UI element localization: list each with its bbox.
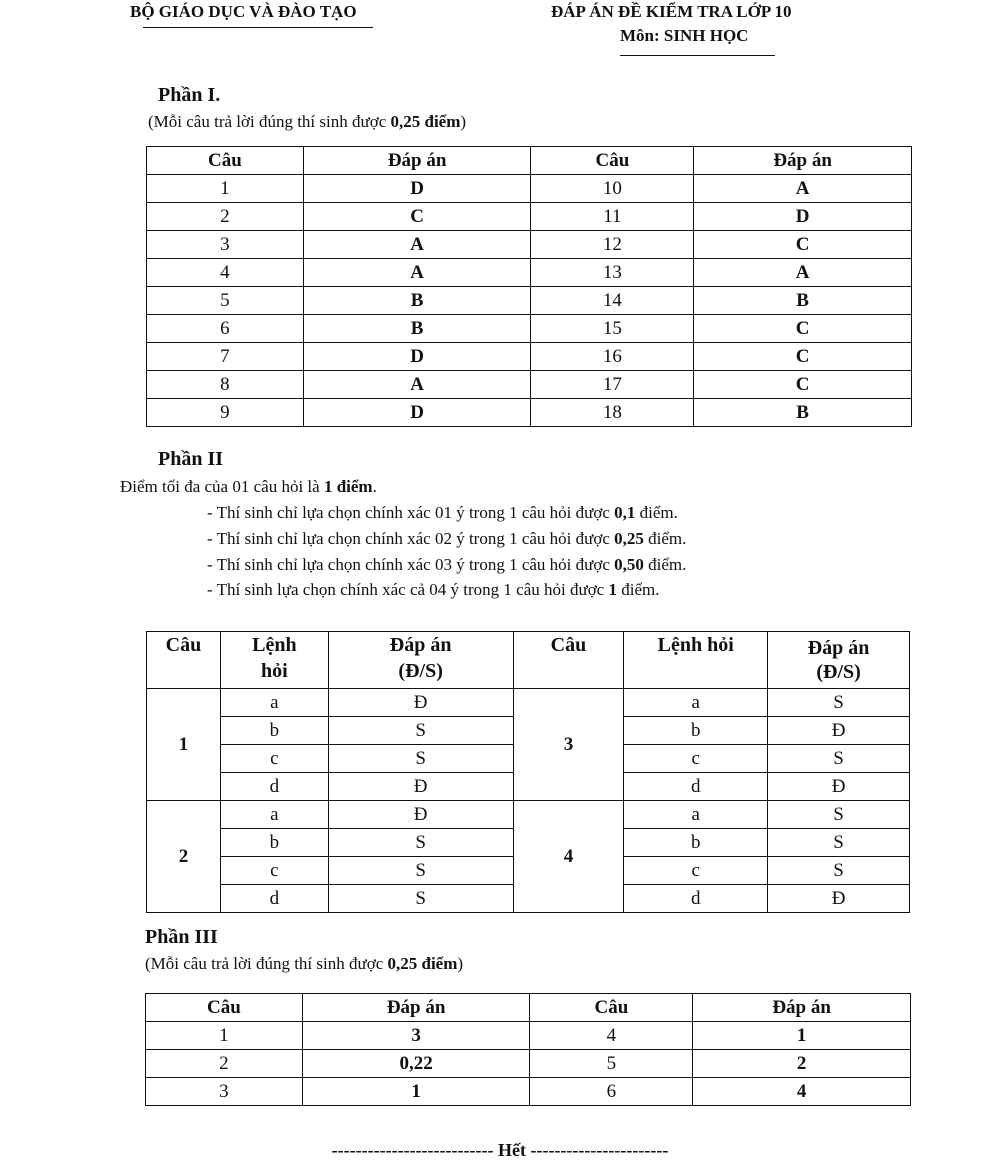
question-number: 6 — [530, 1078, 693, 1106]
col-header-answer: Đáp án — [303, 147, 531, 175]
answer-cell: C — [694, 315, 912, 343]
question-number: 4 — [147, 259, 304, 287]
part1-note-post: ) — [460, 112, 467, 131]
col-header-question: Câu — [530, 994, 693, 1022]
header-line: Lệnh — [252, 634, 297, 656]
true-false-answer: Đ — [768, 717, 910, 745]
answer-cell: 4 — [693, 1078, 911, 1106]
part3-note-pre: (Mỗi câu trả lời đúng thí sinh được — [145, 954, 388, 973]
true-false-answer: Đ — [328, 801, 513, 829]
part2-intro-pre: Điểm tối đa của 01 câu hỏi là — [120, 477, 324, 496]
scoring-rule — [207, 503, 678, 523]
end-marker — [0, 1140, 1000, 1161]
answer-cell: B — [303, 315, 531, 343]
statement-letter: c — [624, 745, 768, 773]
rule-points: 0,50 — [614, 555, 644, 574]
answer-cell: B — [303, 287, 531, 315]
end-dashes-right: ----------------------- — [530, 1140, 669, 1160]
question-number: 1 — [146, 1022, 303, 1050]
question-number: 12 — [531, 231, 694, 259]
answer-cell: D — [694, 203, 912, 231]
col-header-question: Câu — [147, 632, 221, 689]
question-number: 3 — [513, 689, 624, 801]
ministry-underline — [143, 27, 373, 28]
part1-answer-table — [146, 146, 912, 427]
scoring-rule — [207, 580, 659, 600]
rule-text: - Thí sinh chỉ lựa chọn chính xác 02 ý trong 1 câu hỏi được — [207, 529, 615, 548]
rule-unit: điểm. — [635, 503, 678, 522]
table-row — [147, 203, 912, 231]
true-false-answer: Đ — [768, 773, 910, 801]
statement-letter: d — [624, 773, 768, 801]
question-number: 2 — [147, 801, 221, 913]
answer-cell: 3 — [302, 1022, 530, 1050]
statement-letter: b — [624, 829, 768, 857]
answer-cell: A — [303, 371, 531, 399]
true-false-answer: S — [768, 689, 910, 717]
col-header-answer — [768, 632, 910, 689]
scoring-rule — [207, 555, 686, 575]
col-header-answer — [328, 632, 513, 689]
scoring-rule — [207, 529, 686, 549]
question-number: 1 — [147, 175, 304, 203]
question-number: 5 — [147, 287, 304, 315]
answer-cell: D — [303, 343, 531, 371]
part2-intro-bold: 1 điểm — [323, 477, 373, 496]
answer-cell: C — [303, 203, 531, 231]
part2-intro-post: . — [372, 477, 377, 496]
rule-text: - Thí sinh chỉ lựa chọn chính xác 01 ý trong 1 câu hỏi được — [207, 503, 615, 522]
col-header-question: Câu — [531, 147, 694, 175]
question-number: 15 — [531, 315, 694, 343]
answer-cell: 1 — [302, 1078, 530, 1106]
statement-letter: c — [220, 745, 328, 773]
part2-intro — [120, 477, 377, 497]
table-header-row — [147, 632, 910, 689]
answer-cell: A — [303, 259, 531, 287]
true-false-answer: S — [328, 717, 513, 745]
question-number: 2 — [147, 203, 304, 231]
part3-note — [145, 954, 463, 974]
question-number: 5 — [530, 1050, 693, 1078]
statement-letter: a — [624, 801, 768, 829]
question-number: 7 — [147, 343, 304, 371]
answer-cell: B — [694, 399, 912, 427]
table-row — [147, 801, 910, 829]
table-row — [147, 175, 912, 203]
part3-note-post: ) — [457, 954, 464, 973]
part2-answer-table — [146, 631, 910, 913]
part3-title: Phần III — [145, 926, 218, 948]
document-title: ĐÁP ÁN ĐỀ KIỂM TRA LỚP 10 — [551, 2, 792, 21]
table-row — [146, 1078, 911, 1106]
true-false-answer: S — [768, 745, 910, 773]
part3-answer-table — [145, 993, 911, 1106]
part1-note-bold: 0,25 điểm — [390, 112, 461, 131]
part1-note-pre: (Mỗi câu trả lời đúng thí sinh được — [148, 112, 391, 131]
statement-letter: c — [220, 857, 328, 885]
statement-letter: d — [220, 773, 328, 801]
rule-unit: điểm. — [616, 580, 660, 599]
answer-cell: D — [303, 399, 531, 427]
answer-cell: A — [303, 231, 531, 259]
part3-note-bold: 0,25 điểm — [387, 954, 458, 973]
question-number: 9 — [147, 399, 304, 427]
answer-cell: 2 — [693, 1050, 911, 1078]
col-header-statement: Lệnh hỏi — [624, 632, 768, 689]
header-line: (Đ/S) — [398, 660, 443, 682]
table-row — [147, 259, 912, 287]
true-false-answer: S — [768, 801, 910, 829]
true-false-answer: S — [328, 745, 513, 773]
question-number: 17 — [531, 371, 694, 399]
answer-cell: A — [694, 259, 912, 287]
true-false-answer: Đ — [328, 773, 513, 801]
subject-underline — [620, 55, 775, 56]
table-row — [147, 689, 910, 717]
statement-letter: a — [220, 801, 328, 829]
answer-cell: C — [694, 231, 912, 259]
col-header-answer: Đáp án — [302, 994, 530, 1022]
statement-letter: d — [624, 885, 768, 913]
statement-letter: b — [220, 829, 328, 857]
question-number: 10 — [531, 175, 694, 203]
ministry-name: BỘ GIÁO DỤC VÀ ĐÀO TẠO — [130, 2, 357, 21]
rule-text: - Thí sinh lựa chọn chính xác cả 04 ý trong 1 câu hỏi được — [207, 580, 609, 599]
question-number: 13 — [531, 259, 694, 287]
table-header-row — [147, 147, 912, 175]
question-number: 3 — [147, 231, 304, 259]
true-false-answer: S — [328, 885, 513, 913]
table-row — [147, 371, 912, 399]
header-line: Đáp án — [807, 637, 870, 659]
rule-points: 0,1 — [614, 503, 636, 522]
statement-letter: a — [624, 689, 768, 717]
statement-letter: b — [624, 717, 768, 745]
col-header-statement — [220, 632, 328, 689]
rule-unit: điểm. — [643, 529, 687, 548]
true-false-answer: Đ — [328, 689, 513, 717]
answer-cell: 1 — [693, 1022, 911, 1050]
col-header-question: Câu — [146, 994, 303, 1022]
end-dashes-left: --------------------------- — [331, 1140, 494, 1160]
table-header-row — [146, 994, 911, 1022]
question-number: 18 — [531, 399, 694, 427]
answer-cell: C — [694, 371, 912, 399]
true-false-answer: S — [768, 857, 910, 885]
statement-letter: b — [220, 717, 328, 745]
col-header-question: Câu — [513, 632, 624, 689]
question-number: 14 — [531, 287, 694, 315]
rule-text: - Thí sinh chỉ lựa chọn chính xác 03 ý trong 1 câu hỏi được — [207, 555, 615, 574]
table-row — [146, 1050, 911, 1078]
question-number: 2 — [146, 1050, 303, 1078]
answer-cell: C — [694, 343, 912, 371]
table-row — [147, 231, 912, 259]
part2-title: Phần II — [158, 448, 224, 470]
part1-note — [148, 112, 466, 132]
table-row — [146, 1022, 911, 1050]
part1-title: Phần I. — [158, 84, 221, 106]
answer-cell: D — [303, 175, 531, 203]
question-number: 3 — [146, 1078, 303, 1106]
question-number: 16 — [531, 343, 694, 371]
true-false-answer: S — [768, 829, 910, 857]
question-number: 4 — [513, 801, 624, 913]
question-number: 4 — [530, 1022, 693, 1050]
statement-letter: c — [624, 857, 768, 885]
end-text: Hết — [497, 1140, 526, 1160]
answer-cell: 0,22 — [302, 1050, 530, 1078]
header-line: hỏi — [261, 660, 288, 682]
question-number: 11 — [531, 203, 694, 231]
answer-cell: B — [694, 287, 912, 315]
header-line: (Đ/S) — [816, 661, 861, 683]
question-number: 6 — [147, 315, 304, 343]
table-row — [147, 399, 912, 427]
col-header-question: Câu — [147, 147, 304, 175]
col-header-answer: Đáp án — [693, 994, 911, 1022]
statement-letter: a — [220, 689, 328, 717]
true-false-answer: Đ — [768, 885, 910, 913]
table-row — [147, 287, 912, 315]
true-false-answer: S — [328, 829, 513, 857]
rule-unit: điểm. — [643, 555, 687, 574]
table-row — [147, 315, 912, 343]
col-header-answer: Đáp án — [694, 147, 912, 175]
question-number: 8 — [147, 371, 304, 399]
rule-points: 1 — [608, 580, 617, 599]
statement-letter: d — [220, 885, 328, 913]
table-row — [147, 343, 912, 371]
subject-label: Môn: SINH HỌC — [620, 26, 749, 45]
true-false-answer: S — [328, 857, 513, 885]
question-number: 1 — [147, 689, 221, 801]
rule-points: 0,25 — [614, 529, 644, 548]
header-line: Đáp án — [389, 634, 452, 656]
answer-cell: A — [694, 175, 912, 203]
